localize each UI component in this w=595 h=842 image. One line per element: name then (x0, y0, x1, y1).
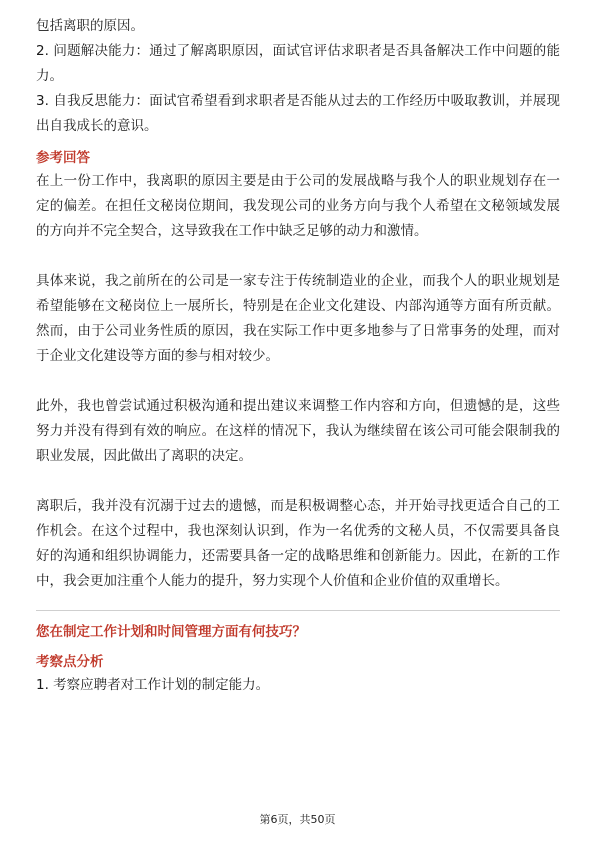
criterion-problem-solving: 2. 问题解决能力：通过了解离职原因，面试官评估求职者是否具备解决工作中问题的能力。 (36, 43, 560, 84)
answer-paragraph-4: 离职后，我并没有沉溺于过去的遗憾，而是积极调整心态，并开始寻找更适合自己的工作机会。在这个过程中，我也深刻认识到，作为一名优秀的文秘人员，不仅需要具备良好的沟通和组织协调能力，还需要具备一定的战略思维和创新能力。因此，在新的工作中，我会更加注重个人能力的提升，努力实现个人价值和企业价值的双重增长。 (36, 498, 560, 589)
answer-paragraph-1: 在上一份工作中，我离职的原因主要是由于公司的发展战略与我个人的职业规划存在一定的偏差。在担任文秘岗位期间，我发现公司的业务方向与我个人希望在文秘领域发展的方向并不完全契合，这导致我在工作中缺乏足够的动力和激情。 (36, 173, 560, 239)
next-question-heading: 您在制定工作计划和时间管理方面有何技巧？ (36, 624, 306, 640)
analysis-heading: 考察点分析 (36, 654, 104, 670)
answer-paragraph-2: 具体来说，我之前所在的公司是一家专注于传统制造业的企业，而我个人的职业规划是希望能够在文秘岗位上一展所长，特别是在企业文化建设、内部沟通等方面有所贡献。然而，由于公司业务性质的原因，我在实际工作中更多地参与了日常事务的处理，而对于企业文化建设等方面的参与相对较少。 (36, 273, 560, 364)
page-number-footer: 第6页，共50页 (259, 813, 336, 826)
document-page (36, 14, 560, 698)
reference-answer-heading: 参考回答 (36, 150, 90, 166)
analysis-point-1: 1. 考察应聘者对工作计划的制定能力。 (36, 677, 270, 693)
text-line: 包括离职的原因。 (36, 18, 144, 34)
criterion-self-reflection: 3. 自我反思能力：面试官希望看到求职者是否能从过去的工作经历中吸取教训，并展现出自我成长的意识。 (36, 93, 560, 134)
answer-paragraph-3: 此外，我也曾尝试通过积极沟通和提出建议来调整工作内容和方向，但遗憾的是，这些努力并没有得到有效的响应。在这样的情况下，我认为继续留在该公司可能会限制我的职业发展，因此做出了离职的决定。 (36, 398, 560, 464)
section-divider (36, 610, 560, 611)
